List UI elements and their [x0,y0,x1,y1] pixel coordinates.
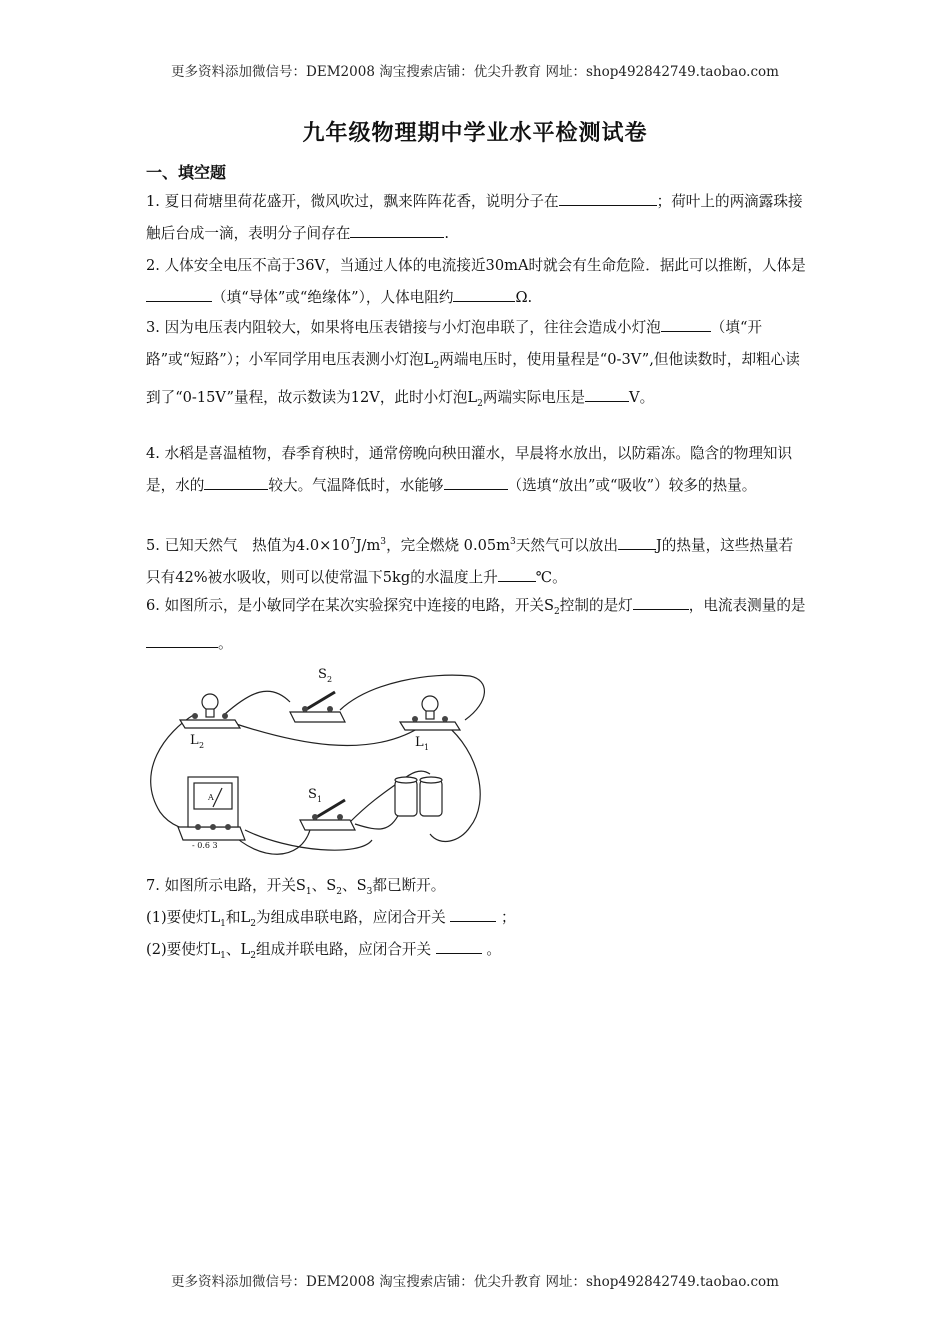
circuit-diagram [140,662,500,862]
answer-blank[interactable] [450,906,496,922]
switch-s1 [300,800,355,830]
label-s1-sub: 1 [317,795,323,804]
answer-blank[interactable] [146,286,212,302]
answer-blank[interactable] [350,222,444,238]
label-s2: S [318,667,327,682]
question-5: 5. 已知天然气 热值为$4.0\times 10^7J/m^3$，完全燃烧 $0.05m^3$天然气可以放出 J的热量，这些热量若只有42%被水吸收，则可以使常温下5kg的水温度上升 ℃。 [146,526,806,594]
label-l1: L [415,735,424,750]
label-s2-sub: 2 [327,675,333,684]
answer-blank[interactable] [453,286,515,302]
label-s1: S [308,787,317,802]
page-title: 九年级物理期中学业水平检测试卷 [302,120,648,146]
answer-blank[interactable] [633,594,689,610]
section-heading: 一、填空题 [146,163,227,182]
answer-blank[interactable] [498,566,536,582]
answer-blank[interactable] [559,190,657,206]
question-1: 1. 夏日荷塘里荷花盛开，微风吹过，飘来阵阵花香，说明分子在 ；荷叶上的两滴露珠接触后台成一滴，表明分子间存在 . [146,186,806,250]
answer-blank[interactable] [585,386,629,402]
wire [340,675,484,720]
battery-pack [395,777,442,816]
answer-blank[interactable] [618,534,656,550]
question-7: 7. 如图所示电路，开关$S_1$、$S_2$、$S_3$都已断开。 [146,877,446,897]
wire [230,722,425,745]
answer-blank[interactable] [204,474,268,490]
answer-blank[interactable] [146,632,218,648]
question-7-part-1: (1)要使灯$L_1$和$L_2$为组成串联电路，应闭合开关 ； [146,902,806,940]
question-2: 2. 人体安全电压不高于36V，当通过人体的电流接近30mA时就会有生命危险．据此可以推断，人体是（填“导体”或“绝缘体”），人体电阻约 Ω. [146,257,806,306]
question-6: 6. 如图所示，是小敏同学在某次实验探究中连接的电路，开关$S_2$控制的是灯 ，电流表测量的是。 [146,590,806,660]
wire [355,812,400,829]
question-4: 4. 水稻是喜温植物，春季育秧时，通常傍晚向秧田灌水，早晨将水放出，以防霜冻。隐含的物理知识是，水的 较大。气温降低时，水能够 （选填“放出”或“吸收”）较多的热量。 [146,445,793,494]
label-l2-sub: 2 [199,741,205,750]
wire [225,691,290,714]
meter-scale: - 0.6 3 [192,841,218,850]
switch-s2 [290,692,345,722]
page-footer: 更多资料添加微信号：DEM2008 淘宝搜索店铺：优尖升教育 网址：shop492842749.taobao.com [171,1274,779,1290]
question-3: 3. 因为电压表内阻较大，如果将电压表错接与小灯泡串联了，往往会造成小灯泡 （填“开路”或“短路”）；小军同学用电压表测小灯泡$L_2$两端电压时，使用量程是“0-3V”,但他读数时，却粗心读到了“0-15V”量程，故示数读为12V，此时小灯泡$L_2$两端实际电压是 V。 [146,312,806,420]
page-header: 更多资料添加微信号：DEM2008 淘宝搜索店铺：优尖升教育 网址：shop492842749.taobao.com [171,64,779,80]
ammeter [178,777,245,840]
answer-blank[interactable] [444,474,508,490]
label-l1-sub: 1 [424,743,430,752]
answer-blank[interactable] [661,316,711,332]
lamp-l1 [400,696,460,730]
meter-letter: A [208,793,214,802]
wire [350,771,430,822]
answer-blank[interactable] [436,938,482,954]
lamp-l2 [180,694,240,728]
label-l2: L [190,733,199,748]
question-7-part-2: (2)要使灯$L_1$、$L_2$组成并联电路，应闭合开关 。 [146,934,806,972]
